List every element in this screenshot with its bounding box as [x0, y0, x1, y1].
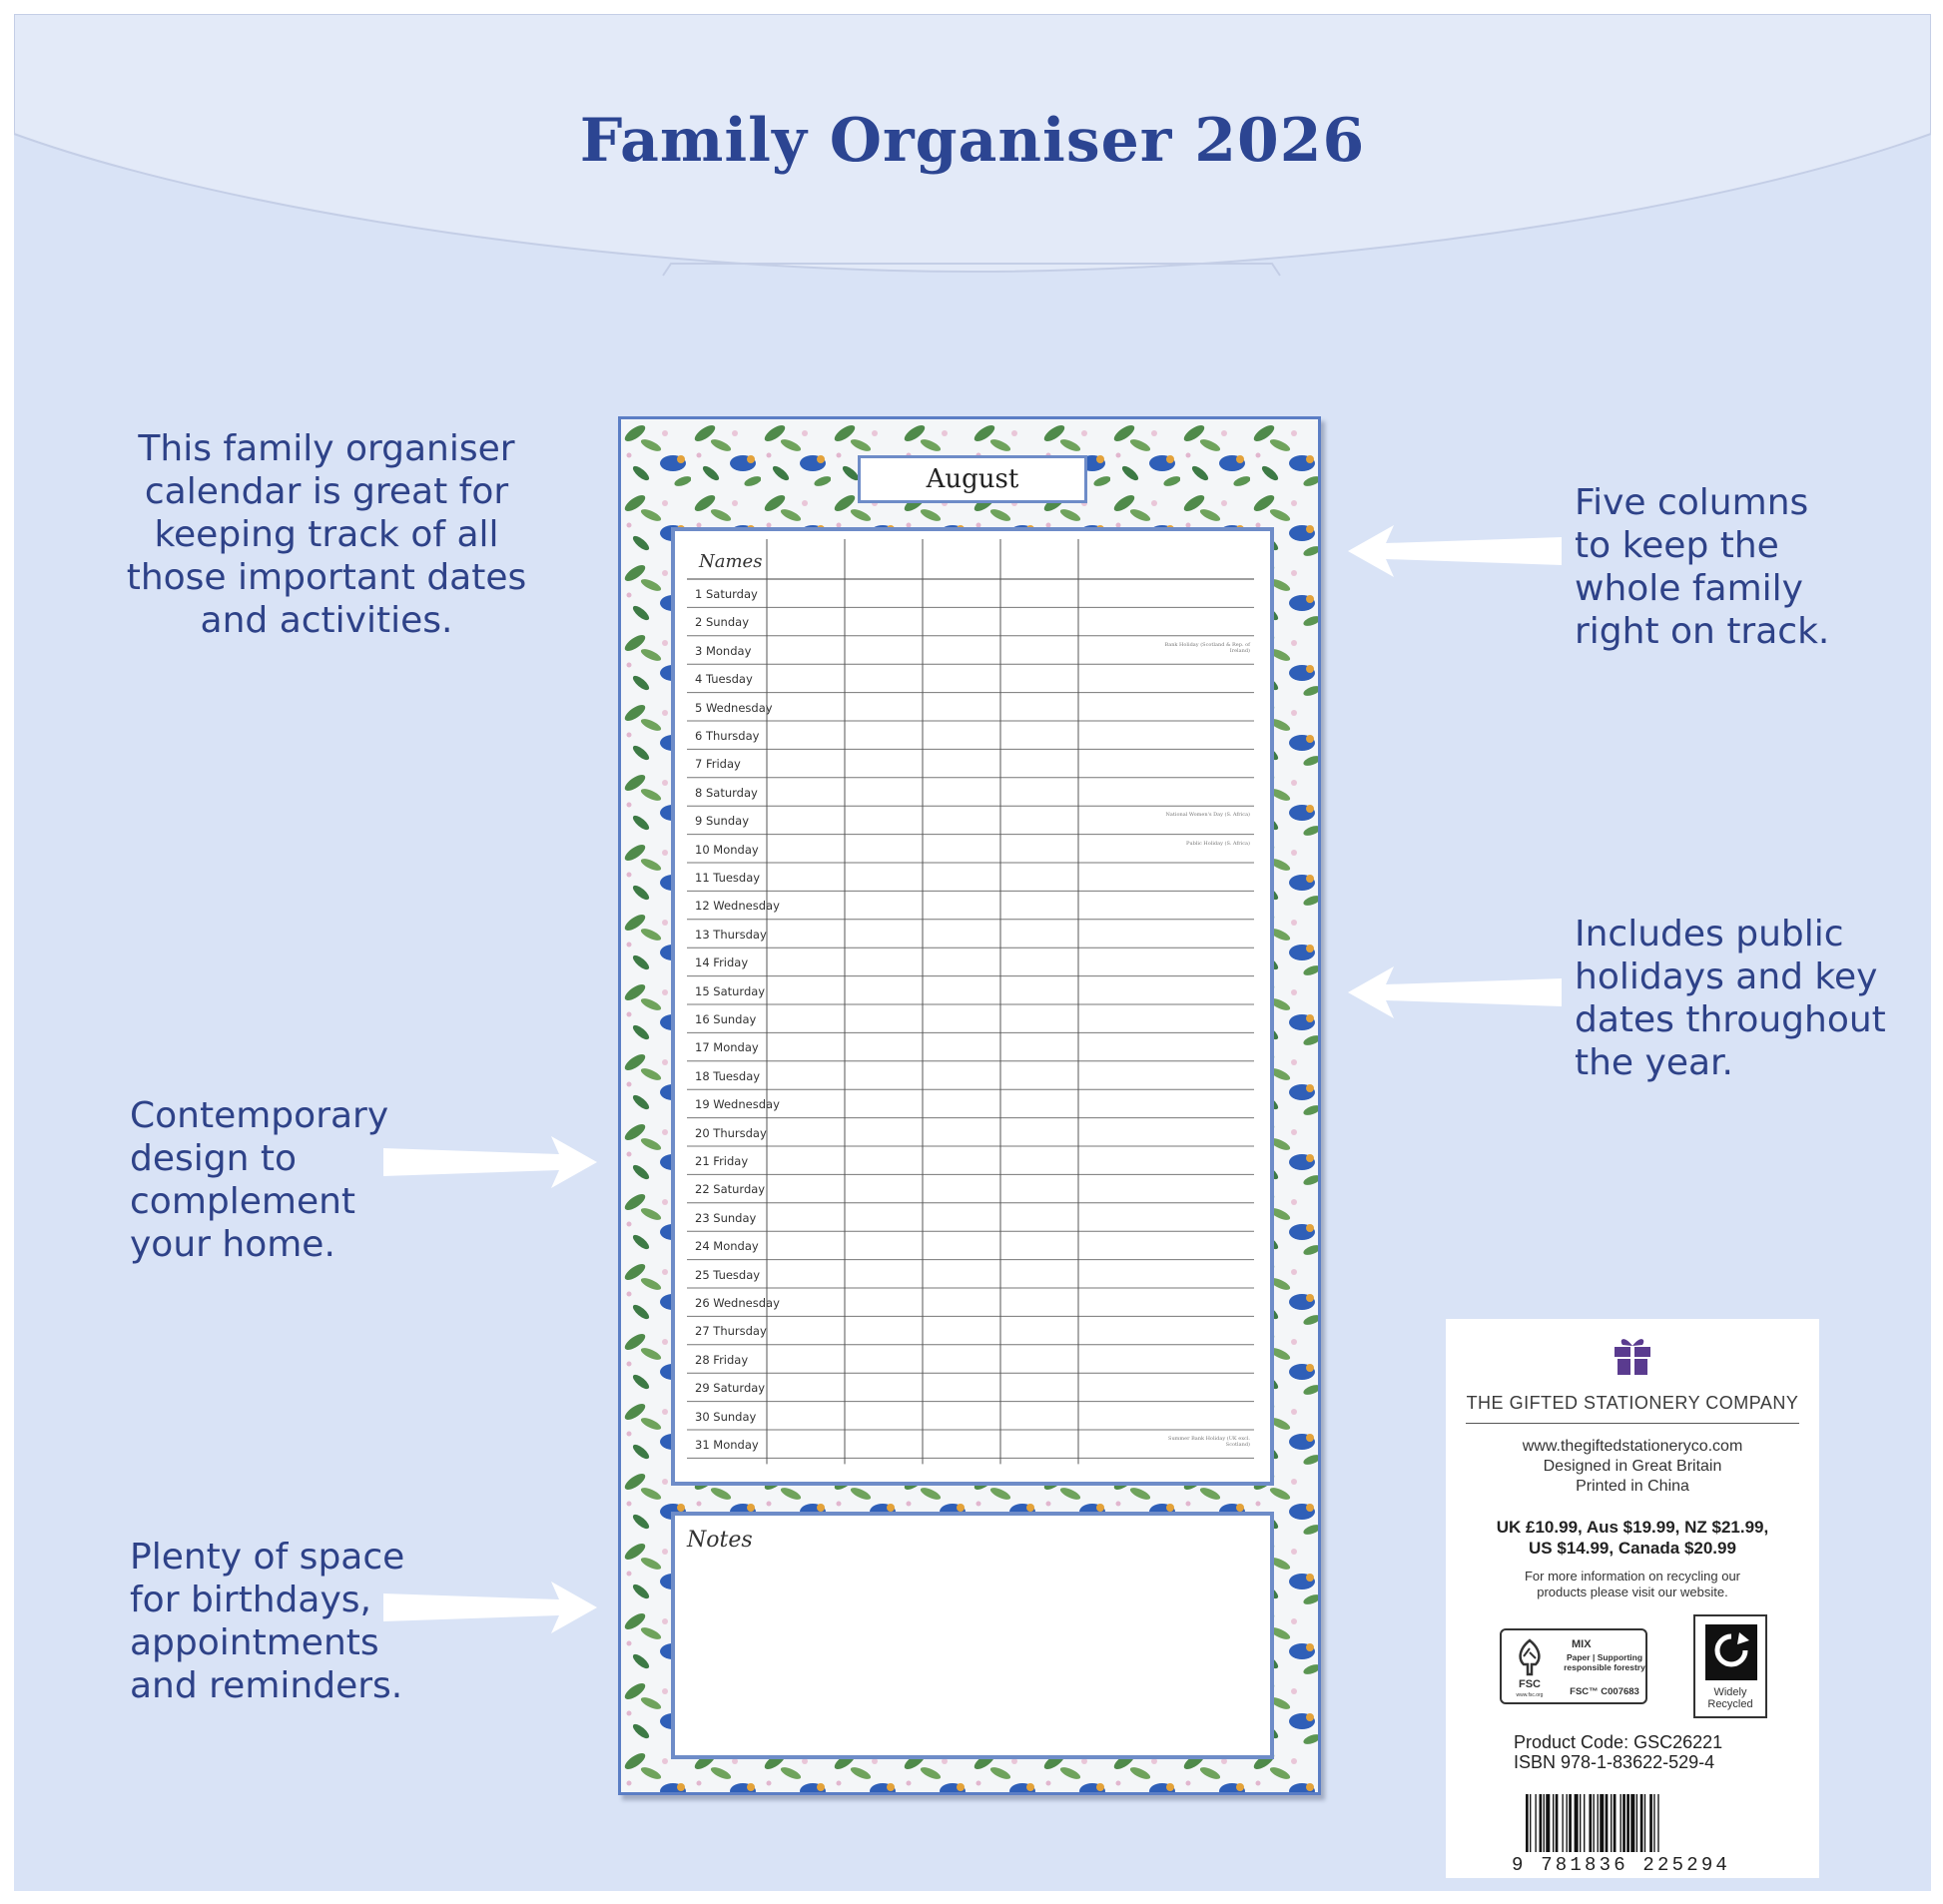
- day-label: 9 Sunday: [695, 814, 750, 829]
- barcode-bar: [1653, 1794, 1654, 1852]
- names-label: Names: [699, 551, 763, 572]
- day-label: 25 Tuesday: [695, 1267, 761, 1282]
- website-text: www.thegiftedstationeryco.com: [1522, 1438, 1743, 1455]
- day-label: 18 Tuesday: [695, 1068, 761, 1083]
- product-codes: [1514, 1732, 1722, 1772]
- fsc-url: www.fsc.org: [1516, 1692, 1544, 1698]
- barcode-bar: [1640, 1794, 1643, 1852]
- day-label: 23 Sunday: [695, 1210, 757, 1225]
- day-label: 6 Thursday: [695, 729, 760, 743]
- day-label: 21 Friday: [695, 1154, 749, 1168]
- holiday-note: Public Holiday (S. Africa): [1185, 840, 1250, 847]
- product-title: Family Organiser 2026: [579, 106, 1366, 176]
- day-label: 27 Thursday: [695, 1324, 767, 1339]
- day-label: 12 Wednesday: [695, 899, 780, 914]
- holiday-note: Summer Bank Holiday (UK excl. Scotland): [1168, 1436, 1250, 1448]
- barcode-bar: [1562, 1794, 1563, 1852]
- day-label: 5 Wednesday: [695, 700, 773, 715]
- barcode-bar: [1626, 1794, 1629, 1852]
- day-label: 13 Thursday: [695, 927, 767, 942]
- recycling-info: [1446, 1569, 1819, 1600]
- barcode-bar: [1535, 1794, 1536, 1852]
- barcode-digits: 9 781836 225294: [1512, 1854, 1731, 1876]
- columns-blurb: Five columns to keep the whole family right on track.: [1575, 482, 1830, 652]
- barcode-bar: [1649, 1794, 1652, 1852]
- widely-recycled-mark: [1693, 1614, 1767, 1718]
- label-divider: [1466, 1423, 1799, 1424]
- barcode-bar: [1556, 1794, 1559, 1852]
- calendar-preview: [618, 416, 1321, 1795]
- holiday-note: National Women's Day (S. Africa): [1165, 812, 1250, 819]
- day-label: 11 Tuesday: [695, 871, 761, 885]
- barcode-bar: [1611, 1794, 1612, 1852]
- gift-logo-icon: [1613, 1333, 1652, 1377]
- family-grid: [671, 527, 1274, 1486]
- day-label: 3 Monday: [695, 643, 752, 658]
- barcode-bar: [1584, 1794, 1585, 1852]
- day-label: 29 Saturday: [695, 1381, 766, 1396]
- day-label: 14 Friday: [695, 955, 749, 970]
- day-label: 22 Saturday: [695, 1182, 766, 1197]
- barcode-bar: [1553, 1794, 1554, 1852]
- barcode: [1526, 1794, 1755, 1858]
- barcode-bar: [1546, 1794, 1550, 1852]
- arrow-right-icon: [379, 1578, 603, 1637]
- arrow-left-icon: [1342, 962, 1566, 1022]
- isbn-code: ISBN 978-1-83622-529-4: [1514, 1752, 1715, 1772]
- barcode-bar: [1526, 1794, 1529, 1852]
- barcode-bar: [1606, 1794, 1609, 1852]
- arrow-left-icon: [1342, 521, 1566, 581]
- day-label: 1 Saturday: [695, 587, 758, 601]
- day-label: 20 Thursday: [695, 1125, 767, 1140]
- barcode-bar: [1544, 1794, 1545, 1852]
- pack-back-cover: [14, 14, 1931, 1891]
- company-name: THE GIFTED STATIONERY COMPANY: [1466, 1393, 1799, 1413]
- notes-box: [671, 1512, 1274, 1759]
- fsc-mark: [1500, 1628, 1647, 1704]
- prices-line-1: UK £10.99, Aus $19.99, NZ $21.99,: [1496, 1518, 1769, 1537]
- intro-blurb: This family organiser calendar is great for keeping track of all those important dates and activities.: [126, 428, 527, 641]
- fsc-mix: MIX: [1572, 1638, 1592, 1650]
- barcode-bar: [1600, 1794, 1604, 1852]
- day-label: 2 Sunday: [695, 615, 750, 630]
- day-label: 7 Friday: [695, 757, 741, 772]
- label-info: [1446, 1437, 1819, 1497]
- day-label: 26 Wednesday: [695, 1296, 780, 1310]
- fsc-word: FSC: [1519, 1678, 1541, 1690]
- fsc-tree-icon: [1512, 1636, 1548, 1676]
- recycling-line-2: products please visit our website.: [1537, 1585, 1728, 1599]
- barcode-bar: [1580, 1794, 1581, 1852]
- day-label: 30 Sunday: [695, 1409, 757, 1424]
- arrow-right-icon: [379, 1132, 603, 1192]
- barcode-bar: [1569, 1794, 1572, 1852]
- barcode-bar: [1589, 1794, 1592, 1852]
- notes-label: Notes: [687, 1528, 753, 1553]
- price-list: [1446, 1517, 1819, 1559]
- design-blurb: Contemporary design to complement your home.: [130, 1095, 389, 1265]
- barcode-bar: [1620, 1794, 1621, 1852]
- day-label: 19 Wednesday: [695, 1097, 780, 1112]
- day-label: 15 Saturday: [695, 983, 766, 998]
- barcode-bar: [1540, 1794, 1543, 1852]
- barcode-bar: [1622, 1794, 1625, 1852]
- barcode-bar: [1530, 1794, 1531, 1852]
- day-label: 10 Monday: [695, 842, 759, 857]
- recycle-text: Widely Recycled: [1707, 1686, 1753, 1710]
- month-title: August: [858, 455, 1087, 503]
- designed-text: Designed in Great Britain: [1543, 1458, 1722, 1475]
- barcode-bar: [1657, 1794, 1658, 1852]
- barcode-bar: [1630, 1794, 1634, 1852]
- day-label: 28 Friday: [695, 1352, 749, 1367]
- barcode-bar: [1636, 1794, 1637, 1852]
- holiday-note: Bank Holiday (Scotland & Rep. of Ireland): [1164, 641, 1250, 654]
- barcode-bar: [1598, 1794, 1599, 1852]
- fsc-text: Paper | Supporting responsible forestry: [1564, 1652, 1645, 1672]
- day-label: 4 Tuesday: [695, 672, 753, 687]
- product-label: [1446, 1319, 1819, 1878]
- barcode-bar: [1594, 1794, 1595, 1852]
- product-code: Product Code: GSC26221: [1514, 1732, 1723, 1752]
- day-label: 31 Monday: [695, 1438, 759, 1452]
- grid-lines: [675, 531, 1270, 1482]
- barcode-bar: [1644, 1794, 1645, 1852]
- barcode-bar: [1614, 1794, 1617, 1852]
- day-label: 8 Saturday: [695, 785, 758, 800]
- space-blurb: Plenty of space for birthdays, appointments and reminders.: [130, 1537, 405, 1706]
- printed-text: Printed in China: [1576, 1478, 1689, 1495]
- day-label: 17 Monday: [695, 1040, 759, 1055]
- barcode-bar: [1575, 1794, 1579, 1852]
- recycling-line-1: For more information on recycling our: [1524, 1569, 1741, 1584]
- fsc-code: FSC™ C007683: [1570, 1686, 1639, 1697]
- recycle-icon: [1705, 1624, 1757, 1680]
- prices-line-2: US $14.99, Canada $20.99: [1529, 1539, 1736, 1558]
- holidays-blurb: Includes public holidays and key dates throughout the year.: [1575, 914, 1886, 1083]
- day-label: 24 Monday: [695, 1239, 759, 1254]
- barcode-bar: [1567, 1794, 1568, 1852]
- day-label: 16 Sunday: [695, 1012, 757, 1026]
